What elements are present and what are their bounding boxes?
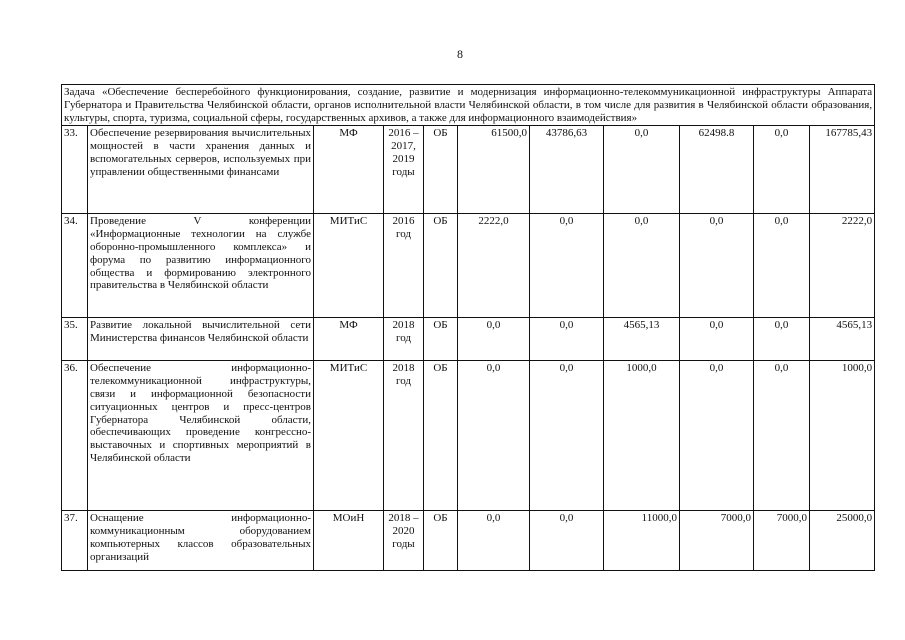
task-row (62, 85, 875, 126)
table-row (62, 126, 875, 214)
amount-total: 2222,0 (810, 214, 875, 318)
executor: МИТиС (314, 361, 384, 511)
amount-2: 43786,63 (530, 126, 604, 214)
table-row (62, 214, 875, 318)
row-number: 34. (62, 214, 88, 318)
amount-3: 0,0 (604, 214, 680, 318)
amount-1: 2222,0 (458, 214, 530, 318)
executor: МОиН (314, 511, 384, 571)
funding-source: ОБ (424, 318, 458, 361)
amount-2: 0,0 (530, 361, 604, 511)
amount-total: 25000,0 (810, 511, 875, 571)
measure-description: Оснащение информационно-коммуникационным оборудованием компьютерных классов образовательных организаций (88, 511, 314, 571)
amount-4: 0,0 (680, 214, 754, 318)
amount-1: 0,0 (458, 361, 530, 511)
amount-3: 1000,0 (604, 361, 680, 511)
funding-source: ОБ (424, 361, 458, 511)
period: 2016 год (384, 214, 424, 318)
amount-2: 0,0 (530, 214, 604, 318)
row-number: 37. (62, 511, 88, 571)
amount-1: 0,0 (458, 318, 530, 361)
amount-4: 62498.8 (680, 126, 754, 214)
funding-source: ОБ (424, 511, 458, 571)
amount-3: 4565,13 (604, 318, 680, 361)
amount-2: 0,0 (530, 511, 604, 571)
amount-3: 0,0 (604, 126, 680, 214)
page-number: 8 (457, 47, 463, 61)
amount-5: 0,0 (754, 361, 810, 511)
amount-4: 7000,0 (680, 511, 754, 571)
funding-source: ОБ (424, 214, 458, 318)
amount-1: 0,0 (458, 511, 530, 571)
amount-total: 4565,13 (810, 318, 875, 361)
measure-description: Развитие локальной вычислительной сети Министерства финансов Челябинской области (88, 318, 314, 361)
period: 2018 – 2020 годы (384, 511, 424, 571)
table-row (62, 361, 875, 511)
amount-4: 0,0 (680, 318, 754, 361)
amount-3: 11000,0 (604, 511, 680, 571)
executor: МФ (314, 318, 384, 361)
amount-5: 7000,0 (754, 511, 810, 571)
measure-description: Обеспечение резервирования вычислительных мощностей в части хранения данных и вспомогательных серверов, используемых при управлении общественными финансами (88, 126, 314, 214)
task-text: Задача «Обеспечение бесперебойного функционирования, создание, развитие и модернизация информационно-телекоммуникационной инфраструктуры Аппарата Губернатора и Правительства Челябинской области, органов исполнительной власти Челябинской области, в том числе для развития в Челябинской области образования, культуры, спорта, туризма, социальной сферы, государственных архивов, а также для информационного взаимодействия» (62, 85, 875, 126)
amount-5: 0,0 (754, 126, 810, 214)
period: 2018 год (384, 318, 424, 361)
amount-5: 0,0 (754, 214, 810, 318)
measure-description: Проведение V конференции «Информационные технологии на службе оборонно-промышленного комплекса» и форума по развитию информационного общества и формированию электронного правительства в Челябинской области (88, 214, 314, 318)
funding-source: ОБ (424, 126, 458, 214)
measure-description: Обеспечение информационно-телекоммуникационной инфраструктуры, связи и информационной безопасности ситуационных центров и пресс-центров Губернатора Челябинской области, обеспечивающих проведение конгрессно-выставочных и спортивных мероприятий в Челябинской области (88, 361, 314, 511)
row-number: 33. (62, 126, 88, 214)
amount-2: 0,0 (530, 318, 604, 361)
amount-total: 167785,43 (810, 126, 875, 214)
executor: МИТиС (314, 214, 384, 318)
table-row (62, 318, 875, 361)
period: 2018 год (384, 361, 424, 511)
row-number: 36. (62, 361, 88, 511)
amount-1: 61500,0 (458, 126, 530, 214)
table-row (62, 511, 875, 571)
row-number: 35. (62, 318, 88, 361)
executor: МФ (314, 126, 384, 214)
amount-total: 1000,0 (810, 361, 875, 511)
amount-5: 0,0 (754, 318, 810, 361)
amount-4: 0,0 (680, 361, 754, 511)
program-table (61, 84, 875, 571)
period: 2016 – 2017, 2019 годы (384, 126, 424, 214)
